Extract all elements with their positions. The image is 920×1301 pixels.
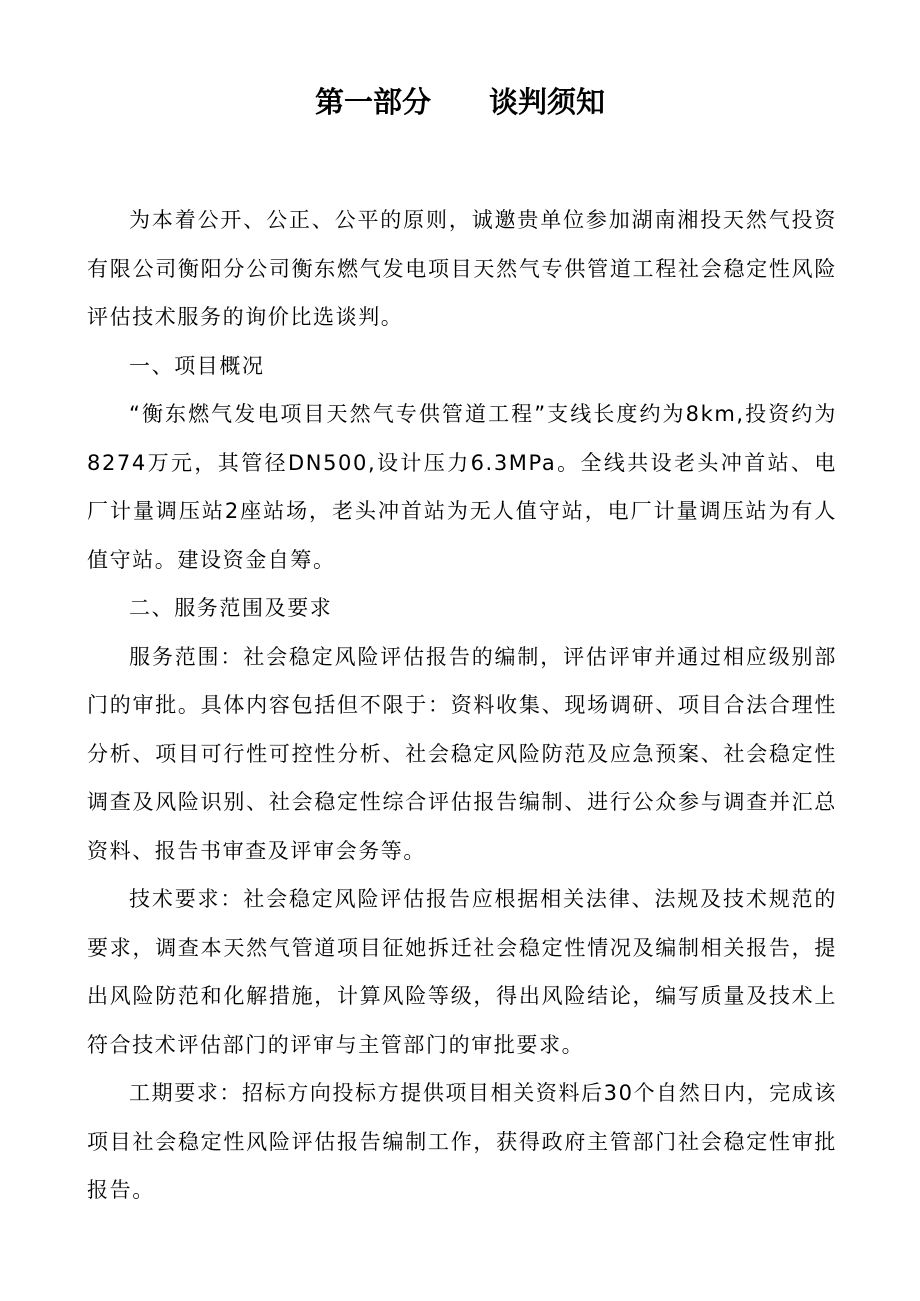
- section-heading-project-overview: 一、项目概况: [129, 353, 265, 378]
- page-title: 第一部分 谈判须知: [314, 85, 605, 119]
- project-overview-paragraph: “衡东燃气发电项目天然气专供管道工程”支线长度约为8km,投资约为8274万元，其管径DN500,设计压力6.3MPa。全线共设老头冲首站、电厂计量调压站2座站场，老头冲首站为无人值守站，电厂计量调压站为有人值守站。建设资金自筹。: [87, 402, 837, 572]
- intro-paragraph: 为本着公开、公正、公平的原则，诚邀贵单位参加湖南湘投天然气投资有限公司衡阳分公司衡东燃气发电项目天然气专供管道工程社会稳定性风险评估技术服务的询价比选谈判。: [87, 208, 837, 329]
- technical-requirements-paragraph: 技术要求：社会稳定风险评估报告应根据相关法律、法规及技术规范的要求，调查本天然气管道项目征她拆迁社会稳定性情况及编制相关报告，提出风险防范和化解措施，计算风险等级，得出风险结论，编写质量及技术上符合技术评估部门的评审与主管部门的审批要求。: [87, 887, 837, 1057]
- schedule-requirements-paragraph: 工期要求：招标方向投标方提供项目相关资料后30个自然日内，完成该项目社会稳定性风险评估报告编制工作，获得政府主管部门社会稳定性审批报告。: [87, 1081, 837, 1202]
- service-scope-paragraph: 服务范围：社会稳定风险评估报告的编制，评估评审并通过相应级别部门的审批。具体内容包括但不限于：资料收集、现场调研、项目合法合理性分析、项目可行性可控性分析、社会稳定风险防范及应急预案、社会稳定性调查及风险识别、社会稳定性综合评估报告编制、进行公众参与调查并汇总资料、报告书审查及评审会务等。: [87, 644, 837, 863]
- document-body: [87, 196, 837, 1215]
- section-heading-service-scope: 二、服务范围及要求: [129, 596, 333, 620]
